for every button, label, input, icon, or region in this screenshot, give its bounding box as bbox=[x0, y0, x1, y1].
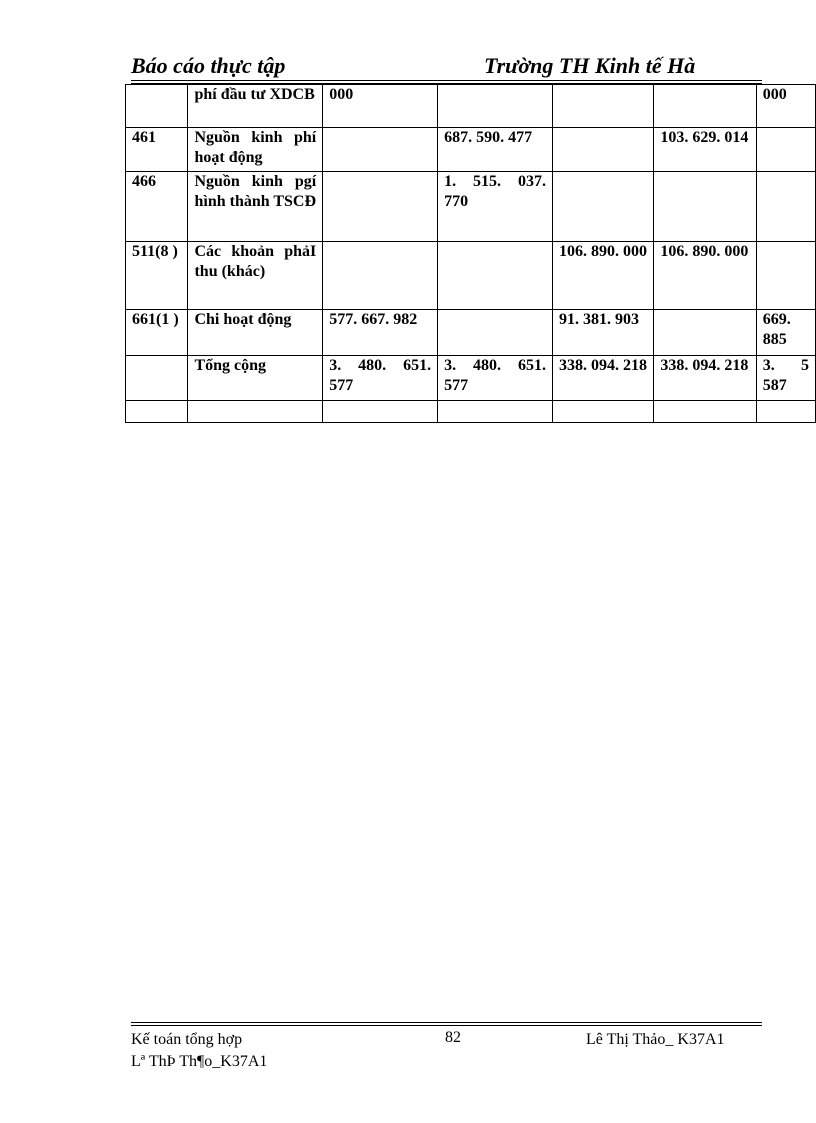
account-code: 466 bbox=[126, 172, 188, 242]
opening-debit bbox=[323, 128, 438, 172]
account-code: 661(1 ) bbox=[126, 310, 188, 356]
page-header bbox=[131, 52, 762, 82]
account-name: Chi hoạt động bbox=[188, 310, 323, 356]
period-credit bbox=[654, 401, 756, 423]
closing-debit: 669. 885 bbox=[756, 310, 815, 356]
account-code bbox=[126, 356, 188, 401]
footer-author: Lê Thị Thảo_ K37A1 bbox=[586, 1031, 725, 1048]
period-debit: 106. 890. 000 bbox=[552, 242, 653, 310]
page-footer bbox=[131, 1022, 762, 1082]
opening-credit: 3. 480. 651. 577 bbox=[438, 356, 553, 401]
period-debit: 338. 094. 218 bbox=[552, 356, 653, 401]
period-debit: 91. 381. 903 bbox=[552, 310, 653, 356]
table-row bbox=[126, 310, 816, 356]
header-school-name: Trường TH Kinh tế Hà bbox=[484, 53, 696, 78]
opening-credit: 687. 590. 477 bbox=[438, 128, 553, 172]
account-name: Các khoản phảI thu (khác) bbox=[188, 242, 323, 310]
table-row-total bbox=[126, 356, 816, 401]
period-credit bbox=[654, 85, 756, 128]
header-report-title: Báo cáo thực tập bbox=[131, 53, 286, 78]
table-row bbox=[126, 85, 816, 128]
opening-credit bbox=[438, 401, 553, 423]
opening-credit bbox=[438, 310, 553, 356]
closing-debit bbox=[756, 242, 815, 310]
closing-debit bbox=[756, 401, 815, 423]
period-debit bbox=[552, 401, 653, 423]
footer-author-garbled: Lª ThÞ Th¶o_K37A1 bbox=[131, 1053, 268, 1070]
account-balance-table bbox=[125, 84, 816, 423]
table-row-empty bbox=[126, 401, 816, 423]
period-debit bbox=[552, 85, 653, 128]
account-name: Tổng cộng bbox=[188, 356, 323, 401]
footer-rule-double bbox=[131, 1025, 762, 1026]
account-code: 461 bbox=[126, 128, 188, 172]
opening-debit: 577. 667. 982 bbox=[323, 310, 438, 356]
page-number: 82 bbox=[445, 1029, 461, 1046]
closing-debit bbox=[756, 172, 815, 242]
account-name bbox=[188, 401, 323, 423]
opening-debit bbox=[323, 401, 438, 423]
opening-credit bbox=[438, 85, 553, 128]
closing-debit: 000 bbox=[756, 85, 815, 128]
table-row bbox=[126, 242, 816, 310]
account-code bbox=[126, 401, 188, 423]
account-name: Nguồn kinh pgí hình thành TSCĐ bbox=[188, 172, 323, 242]
closing-debit bbox=[756, 128, 815, 172]
opening-debit bbox=[323, 172, 438, 242]
footer-rule bbox=[131, 1022, 762, 1023]
account-code bbox=[126, 85, 188, 128]
opening-debit: 000 bbox=[323, 85, 438, 128]
period-credit: 103. 629. 014 bbox=[654, 128, 756, 172]
opening-credit bbox=[438, 242, 553, 310]
footer-department: Kế toán tổng hợp bbox=[131, 1031, 243, 1048]
account-code: 511(8 ) bbox=[126, 242, 188, 310]
period-credit bbox=[654, 172, 756, 242]
opening-debit: 3. 480. 651. 577 bbox=[323, 356, 438, 401]
table-row bbox=[126, 128, 816, 172]
account-name: phí đầu tư XDCB bbox=[188, 85, 323, 128]
opening-debit bbox=[323, 242, 438, 310]
period-credit bbox=[654, 310, 756, 356]
period-credit: 106. 890. 000 bbox=[654, 242, 756, 310]
period-debit bbox=[552, 128, 653, 172]
table-row bbox=[126, 172, 816, 242]
period-debit bbox=[552, 172, 653, 242]
account-name: Nguồn kinh phí hoạt động bbox=[188, 128, 323, 172]
header-rule bbox=[131, 80, 762, 81]
opening-credit: 1. 515. 037. 770 bbox=[438, 172, 553, 242]
period-credit: 338. 094. 218 bbox=[654, 356, 756, 401]
closing-debit: 3. 5 587 bbox=[756, 356, 815, 401]
